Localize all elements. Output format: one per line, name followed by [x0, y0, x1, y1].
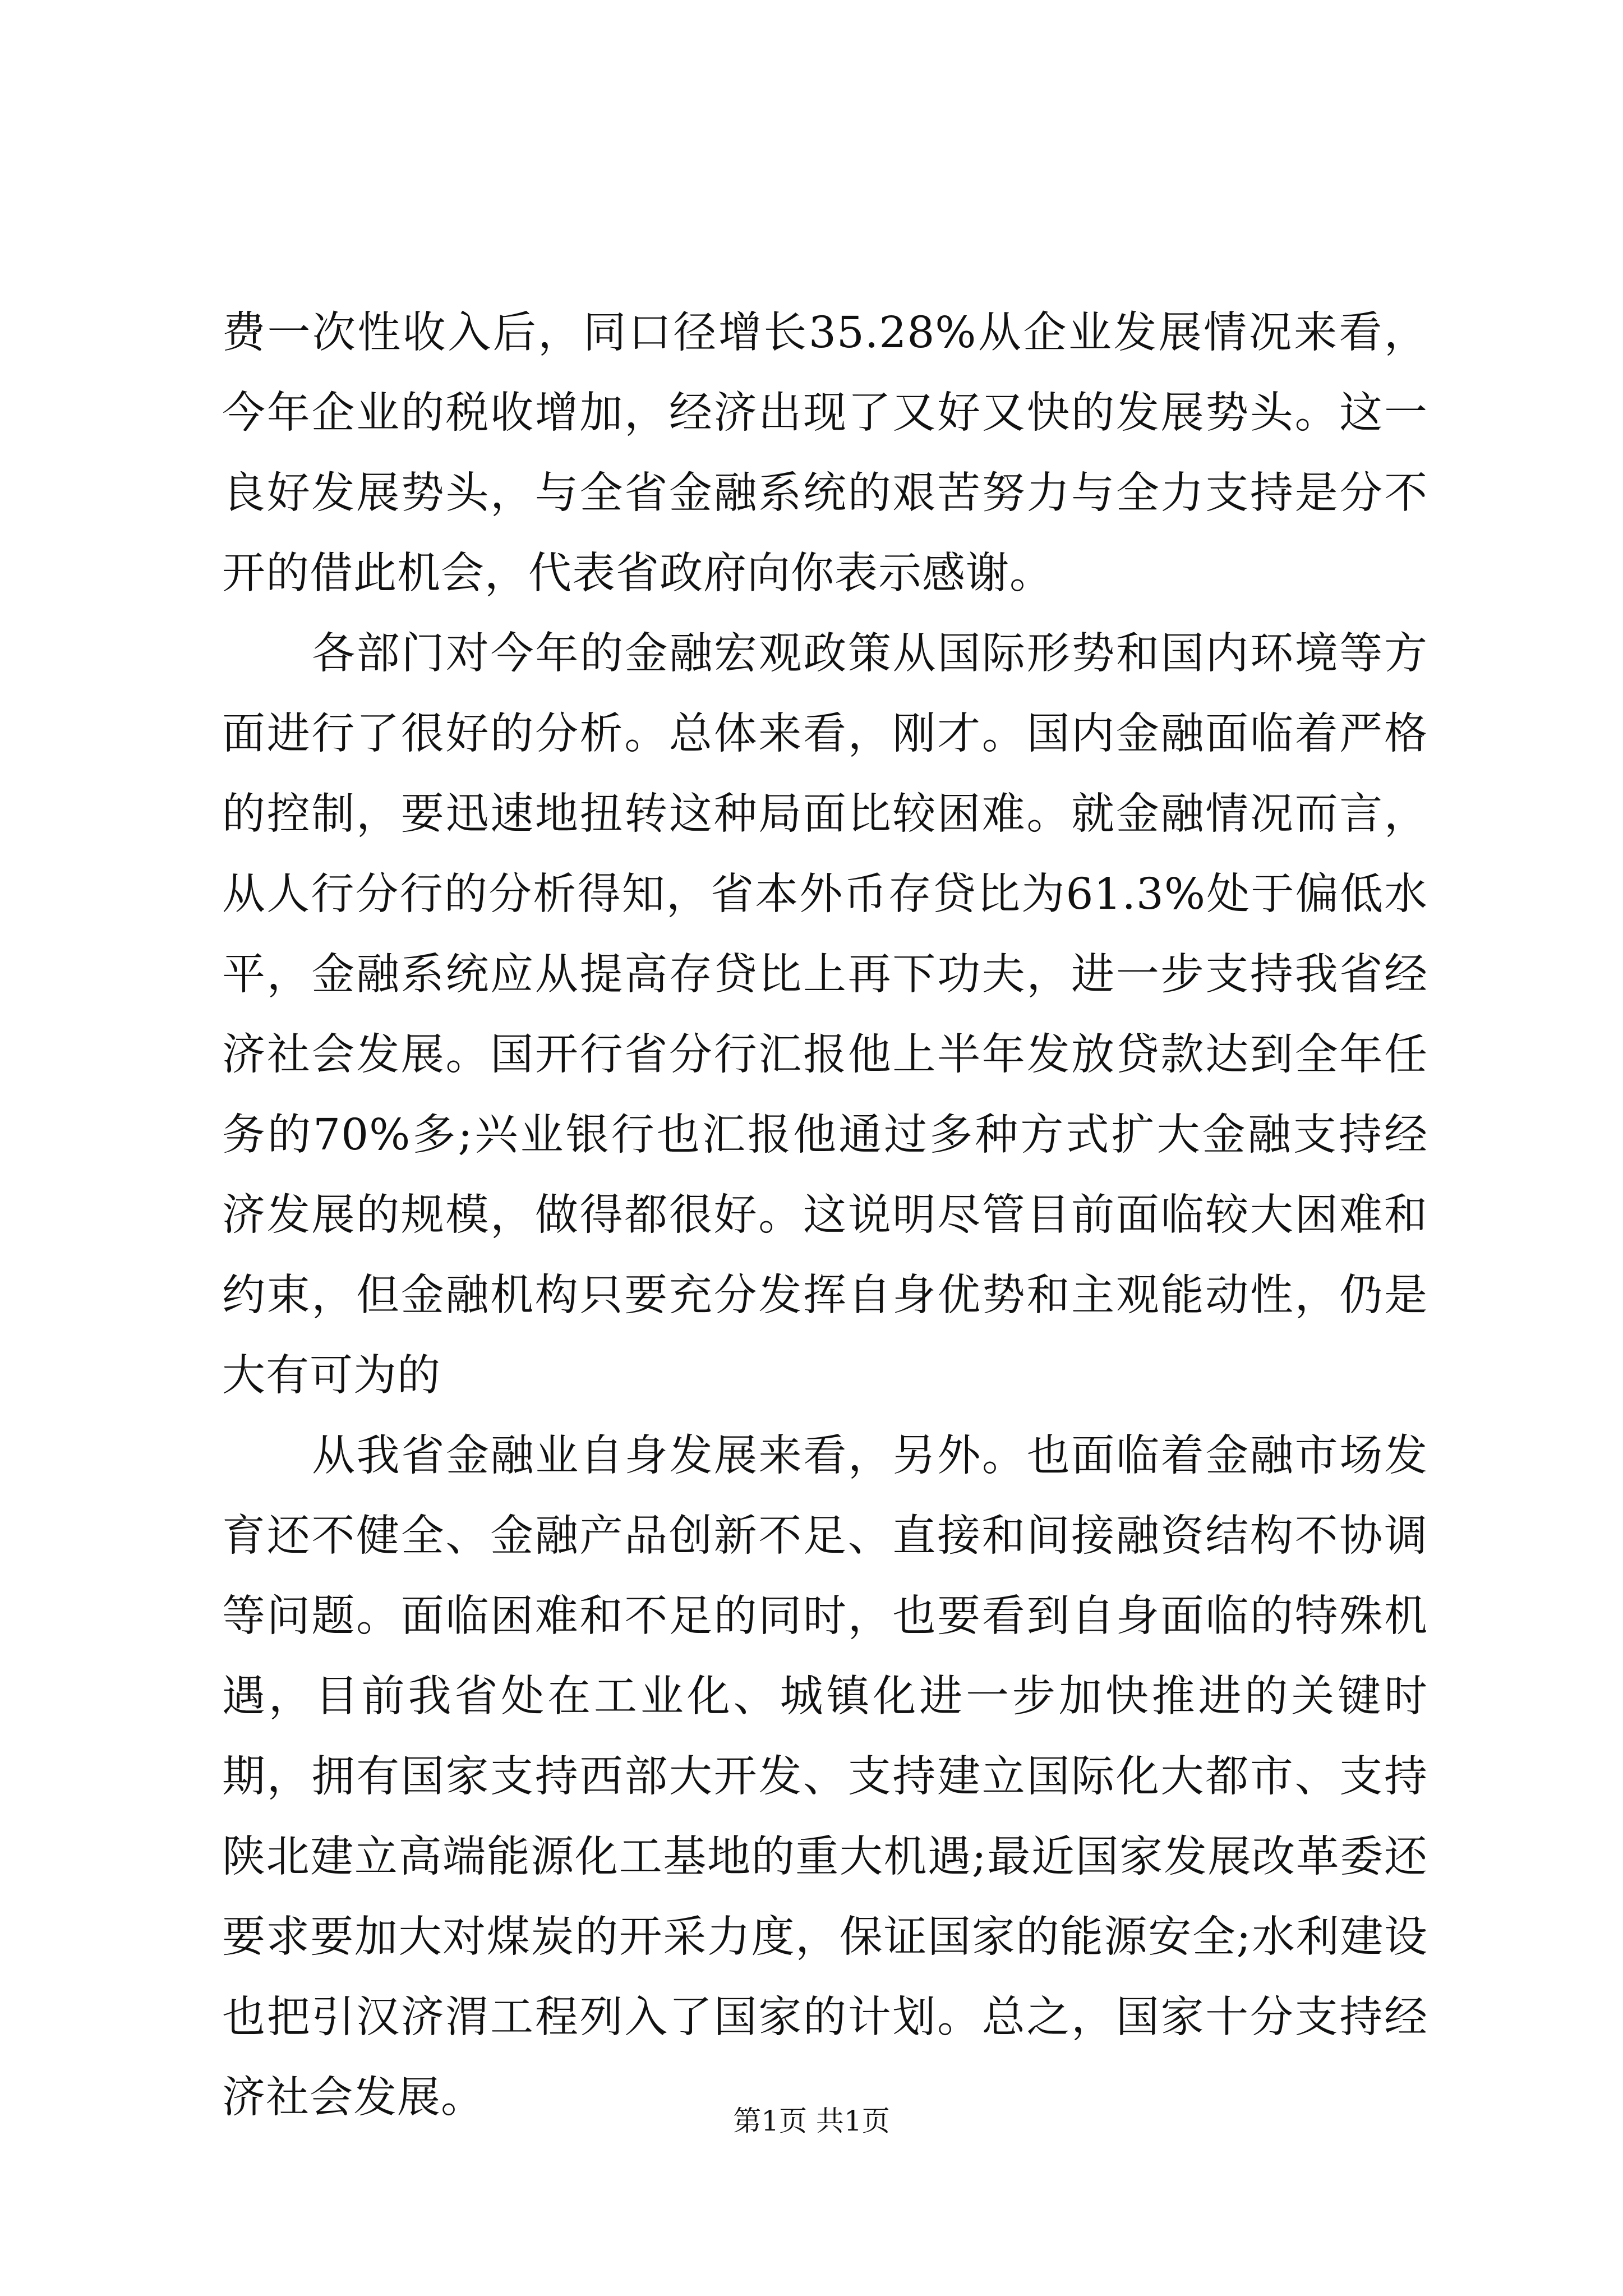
paragraph-2: 各部门对今年的金融宏观政策从国际形势和国内环境等方面进行了很好的分析。总体来看，刚才。国内金融面临着严格的控制，要迅速地扭转这种局面比较困难。就金融情况而言，从人行分行的分析得知，省本外币存贷比为61.3%处于偏低水平，金融系统应从提高存贷比上再下功夫，进一步支持我省经济社会发展。国开行省分行汇报他上半年发放贷款达到全年任务的70%多;兴业银行也汇报他通过多种方式扩大金融支持经济发展的规模，做得都很好。这说明尽管目前面临较大困难和约束，但金融机构只要充分发挥自身优势和主观能动性，仍是大有可为的 — [222, 629, 1428, 1401]
paragraph-1: 费一次性收入后，同口径增长35.28%从企业发展情况来看，今年企业的税收增加，经济出现了又好又快的发展势头。这一良好发展势头，与全省金融系统的艰苦努力与全力支持是分不开的借此机会，代表省政府向你表示感谢。 — [222, 308, 1428, 599]
paragraph-3: 从我省金融业自身发展来看，另外。也面临着金融市场发育还不健全、金融产品创新不足、直接和间接融资结构不协调等问题。面临困难和不足的同时，也要看到自身面临的特殊机遇，目前我省处在工业化、城镇化进一步加快推进的关键时期，拥有国家支持西部大开发、支持建立国际化大都市、支持陕北建立高端能源化工基地的重大机遇;最近国家发展改革委还要求要加大对煤炭的开采力度，保证国家的能源安全;水利建设也把引汉济渭工程列入了国家的计划。总之，国家十分支持经济社会发展。 — [222, 1431, 1428, 2123]
document-body — [222, 293, 1428, 2138]
page-footer: 第1页 共1页 — [733, 2105, 890, 2137]
